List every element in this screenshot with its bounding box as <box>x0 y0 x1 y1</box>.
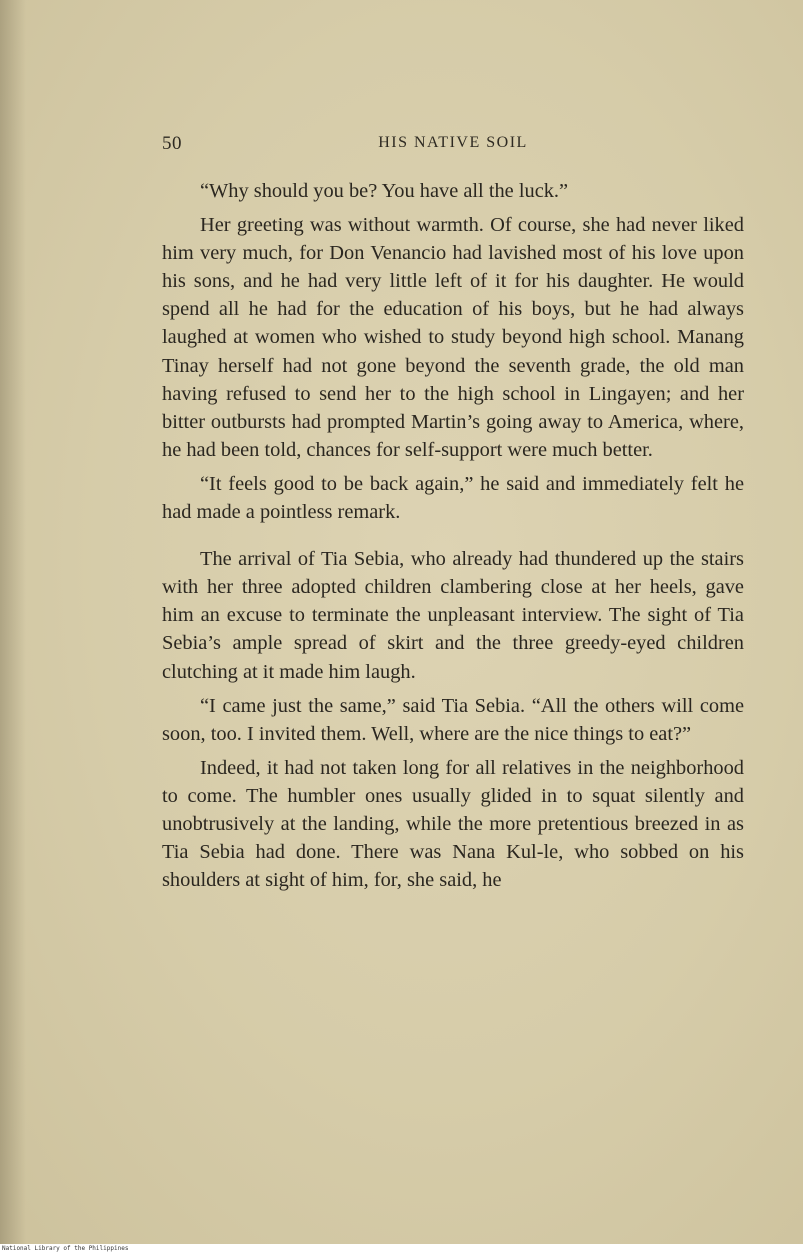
paragraph: Her greeting was without warmth. Of course, she had never liked him very much, for Don Venancio had lavished most of his love upon his sons, and he had very little left of it for his daughter. He would spend all he had for the education of his boys, but he had always laughed at women who wished to study beyond high school. Manang Tinay herself had not gone beyond the seventh grade, the old man having refused to send her to the high school in Lingayen; and her bitter outbursts had prompted Martin’s going away to America, where, he had been told, chances for self-support were much better. <box>162 214 744 461</box>
running-head <box>162 133 744 159</box>
page-number: 50 <box>162 133 182 154</box>
paragraph: The arrival of Tia Sebia, who already had thundered up the stairs with her three adopted children clambering close at her heels, gave him an excuse to terminate the unpleasant interview. The sight of Tia Sebia’s ample spread of skirt and the three greedy-eyed children clutching at it made him laugh. <box>162 548 744 683</box>
paragraph: Indeed, it had not taken long for all relatives in the neighborhood to come. The humbler ones usually glided in to squat silently and unobtrusively at the landing, while the more pretentious breezed in as Tia Sebia had done. There was Nana Kul-le, who sobbed on his shoulders at sight of him, for, she said, he <box>162 756 744 892</box>
paragraph: “I came just the same,” said Tia Sebia. “All the others will come soon, too. I invited them. Well, where are the nice things to eat?” <box>162 694 744 745</box>
body-text <box>162 177 744 900</box>
footer-strip <box>0 1244 803 1253</box>
running-title: HIS NATIVE SOIL <box>378 134 528 151</box>
library-credit: National Library of the Philippines <box>2 1245 129 1252</box>
paragraph: “Why should you be? You have all the luck.” <box>200 180 569 202</box>
binding-shadow <box>0 0 26 1244</box>
paragraph: “It feels good to be back again,” he said and immediately felt he had made a pointless remark. <box>162 472 744 524</box>
